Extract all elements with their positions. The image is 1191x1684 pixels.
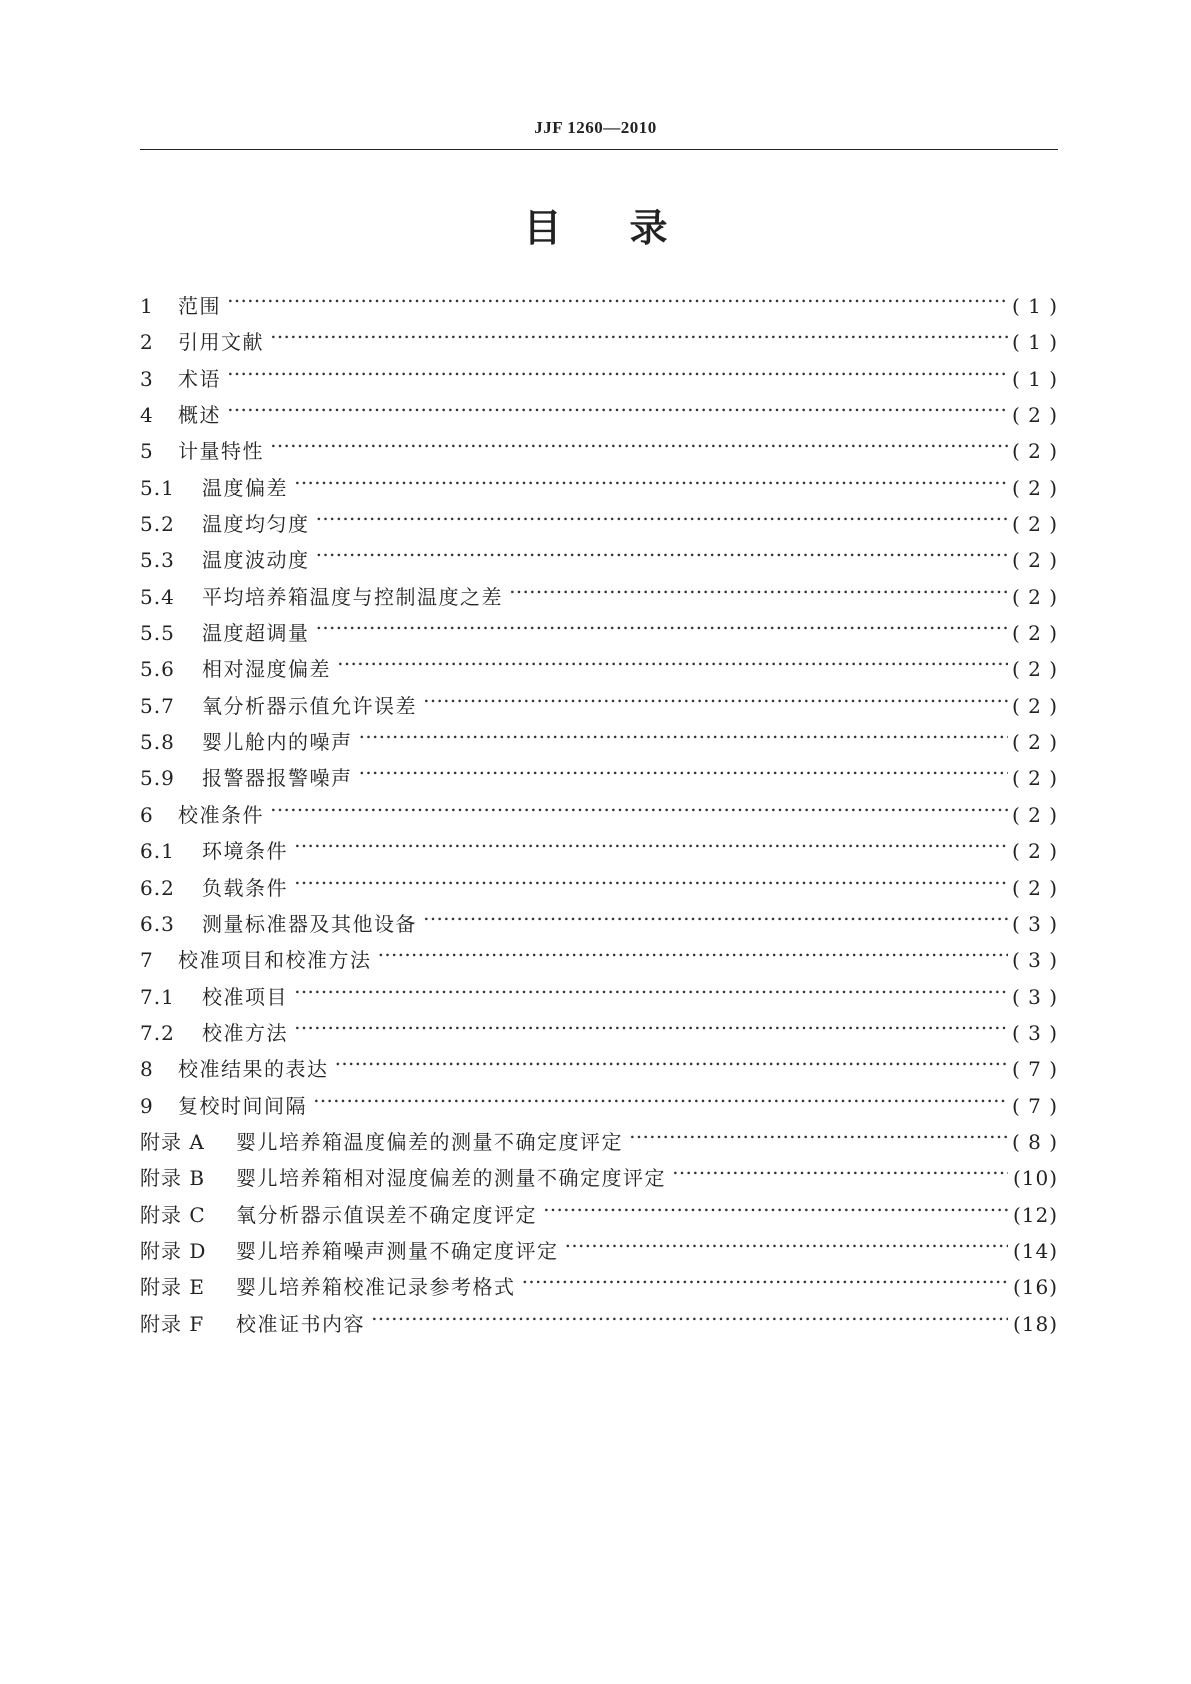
toc-dot-leader (335, 1040, 1008, 1076)
toc-dot-leader (423, 677, 1008, 713)
toc-entry-number: 5.3 (140, 548, 175, 573)
toc-dot-leader (543, 1186, 1008, 1222)
toc-dot-leader (359, 749, 1008, 785)
toc-entry-label: 校准结果的表达 (178, 1057, 329, 1082)
toc-entry-label: 相对湿度偏差 (202, 657, 331, 682)
toc-dot-leader (294, 859, 1008, 895)
toc-entry[interactable] (140, 422, 1058, 464)
toc-dot-leader (294, 459, 1008, 495)
toc-entry-label: 概述 (178, 403, 221, 428)
toc-entry-number: 2 (140, 330, 154, 355)
toc-entry-label: 环境条件 (202, 839, 288, 864)
toc-dot-leader (672, 1149, 1008, 1185)
toc-entry[interactable] (140, 459, 1058, 500)
toc-dot-leader (371, 1295, 1008, 1331)
toc-dot-leader (270, 313, 1008, 349)
toc-entry-page: ( 1 ) (1011, 294, 1058, 318)
table-of-contents (140, 277, 1058, 1336)
toc-entry-label: 负载条件 (202, 875, 288, 900)
toc-entry-label: 校准项目 (202, 984, 288, 1009)
toc-entry-number: 5.8 (140, 730, 175, 755)
toc-entry-number: 5.9 (140, 766, 175, 791)
toc-entry-page: ( 2 ) (1011, 475, 1058, 500)
toc-entry-label: 校准项目和校准方法 (178, 948, 372, 973)
toc-entry-page: ( 1 ) (1011, 330, 1058, 355)
toc-entry-number: 5.1 (140, 475, 175, 500)
toc-entry-page: ( 2 ) (1011, 839, 1058, 864)
toc-entry-label: 婴儿舱内的噪声 (202, 730, 353, 755)
toc-entry-page: ( 2 ) (1011, 730, 1058, 755)
toc-entry-page: (12) (1012, 1202, 1058, 1227)
toc-entry-page: ( 3 ) (1011, 911, 1058, 936)
toc-entry-label: 报警器报警噪声 (202, 766, 353, 791)
toc-entry-number: 5.6 (140, 657, 175, 682)
toc-dot-leader (316, 495, 1008, 531)
toc-dot-leader (565, 1222, 1009, 1258)
toc-dot-leader (423, 895, 1008, 931)
toc-dot-leader (509, 568, 1008, 604)
toc-dot-leader (316, 531, 1008, 567)
toc-dot-leader (227, 350, 1008, 386)
toc-entry-number: 6 (140, 802, 154, 827)
toc-entry-number: 5 (140, 439, 154, 464)
toc-entry-label: 校准方法 (202, 1020, 288, 1045)
toc-entry-number: 附录 A (140, 1129, 205, 1154)
toc-entry-page: (16) (1012, 1275, 1058, 1300)
page-title-left: 目 (523, 206, 562, 250)
toc-entry[interactable] (140, 786, 1058, 827)
toc-entry-page: ( 7 ) (1011, 1057, 1058, 1082)
document-code-header: JJF 1260—2010 (534, 118, 657, 137)
toc-dot-leader (294, 968, 1008, 1004)
toc-entry-label: 校准条件 (178, 802, 264, 827)
toc-entry-label: 氧分析器示值误差不确定度评定 (236, 1202, 537, 1227)
toc-entry-number: 6.2 (140, 875, 175, 900)
toc-entry-label: 校准证书内容 (236, 1311, 365, 1336)
toc-dot-leader (313, 1077, 1008, 1113)
toc-entry-number: 附录 D (140, 1238, 207, 1263)
toc-entry-page: ( 3 ) (1011, 984, 1058, 1009)
page-title (0, 197, 1191, 252)
toc-dot-leader (337, 640, 1008, 676)
toc-dot-leader (270, 786, 1008, 822)
toc-entry-label: 氧分析器示值允许误差 (202, 693, 417, 718)
toc-entry-label: 复校时间间隔 (178, 1093, 307, 1118)
header-rule (140, 149, 1058, 150)
toc-entry-number: 5.4 (140, 584, 175, 609)
toc-entry-page: ( 2 ) (1011, 657, 1058, 682)
toc-entry[interactable] (140, 277, 1058, 318)
toc-entry-label: 引用文献 (178, 330, 264, 355)
toc-entry-label: 范围 (178, 294, 221, 318)
toc-entry-page: ( 8 ) (1011, 1129, 1058, 1154)
toc-entry-page: ( 3 ) (1011, 1020, 1058, 1045)
toc-entry-label: 计量特性 (178, 439, 264, 464)
toc-entry-number: 7.1 (140, 984, 175, 1009)
toc-entry-number: 6.3 (140, 911, 175, 936)
toc-entry-label: 温度波动度 (202, 548, 310, 573)
toc-entry-label: 测量标准器及其他设备 (202, 911, 417, 936)
toc-dot-leader (522, 1258, 1009, 1294)
toc-dot-leader (294, 1004, 1008, 1040)
toc-entry[interactable] (140, 350, 1058, 391)
toc-entry-label: 平均培养箱温度与控制温度之差 (202, 584, 503, 609)
toc-entry-page: (10) (1012, 1166, 1058, 1191)
toc-entry-number: 5.7 (140, 693, 175, 718)
toc-dot-leader (629, 1113, 1008, 1149)
toc-dot-leader (294, 822, 1008, 858)
toc-entry[interactable] (140, 313, 1058, 355)
toc-entry-page: ( 2 ) (1011, 548, 1058, 573)
toc-entry-number: 8 (140, 1057, 154, 1082)
toc-entry-page: ( 2 ) (1011, 439, 1058, 464)
toc-entry-number: 7.2 (140, 1020, 175, 1045)
toc-entry-page: ( 2 ) (1011, 621, 1058, 646)
toc-entry-number: 附录 E (140, 1275, 205, 1300)
toc-entry-number: 7 (140, 948, 154, 973)
toc-entry-page: ( 2 ) (1011, 766, 1058, 791)
toc-entry-label: 婴儿培养箱噪声测量不确定度评定 (236, 1238, 559, 1263)
toc-entry[interactable] (140, 386, 1058, 428)
toc-dot-leader (378, 931, 1008, 967)
toc-entry-label: 温度超调量 (202, 621, 310, 646)
toc-entry-page: (14) (1012, 1238, 1058, 1263)
toc-entry-number: 附录 F (140, 1311, 205, 1336)
toc-entry-number: 附录 C (140, 1202, 206, 1227)
toc-dot-leader (316, 604, 1008, 640)
toc-entry-label: 婴儿培养箱温度偏差的测量不确定度评定 (236, 1129, 623, 1154)
toc-dot-leader (270, 422, 1008, 458)
toc-entry-label: 温度均匀度 (202, 512, 310, 537)
toc-entry-label: 婴儿培养箱校准记录参考格式 (236, 1275, 516, 1300)
toc-entry-page: ( 1 ) (1011, 366, 1058, 391)
toc-entry[interactable] (140, 822, 1058, 864)
toc-entry-number: 5.2 (140, 512, 175, 537)
toc-entry-number: 1 (140, 294, 154, 318)
toc-entry-number: 9 (140, 1093, 154, 1118)
toc-entry-number: 5.5 (140, 621, 175, 646)
toc-entry-page: ( 3 ) (1011, 948, 1058, 973)
toc-dot-leader (227, 277, 1008, 313)
toc-entry-page: ( 2 ) (1011, 693, 1058, 718)
page-title-right: 录 (629, 206, 668, 250)
toc-entry-page: ( 2 ) (1011, 584, 1058, 609)
toc-entry-number: 6.1 (140, 839, 175, 864)
toc-entry-label: 术语 (178, 366, 221, 391)
toc-entry-page: ( 7 ) (1011, 1093, 1058, 1118)
toc-entry-page: ( 2 ) (1011, 802, 1058, 827)
toc-entry-page: ( 2 ) (1011, 512, 1058, 537)
toc-entry-number: 附录 B (140, 1166, 206, 1191)
toc-entry-page: ( 2 ) (1011, 403, 1058, 428)
toc-dot-leader (227, 386, 1008, 422)
toc-entry-page: ( 2 ) (1011, 875, 1058, 900)
toc-entry-number: 3 (140, 366, 154, 391)
toc-dot-leader (359, 713, 1008, 749)
toc-entry-label: 婴儿培养箱相对湿度偏差的测量不确定度评定 (236, 1166, 666, 1191)
toc-entry-page: (18) (1012, 1311, 1058, 1336)
toc-entry-number: 4 (140, 403, 154, 428)
toc-entry-label: 温度偏差 (202, 475, 288, 500)
